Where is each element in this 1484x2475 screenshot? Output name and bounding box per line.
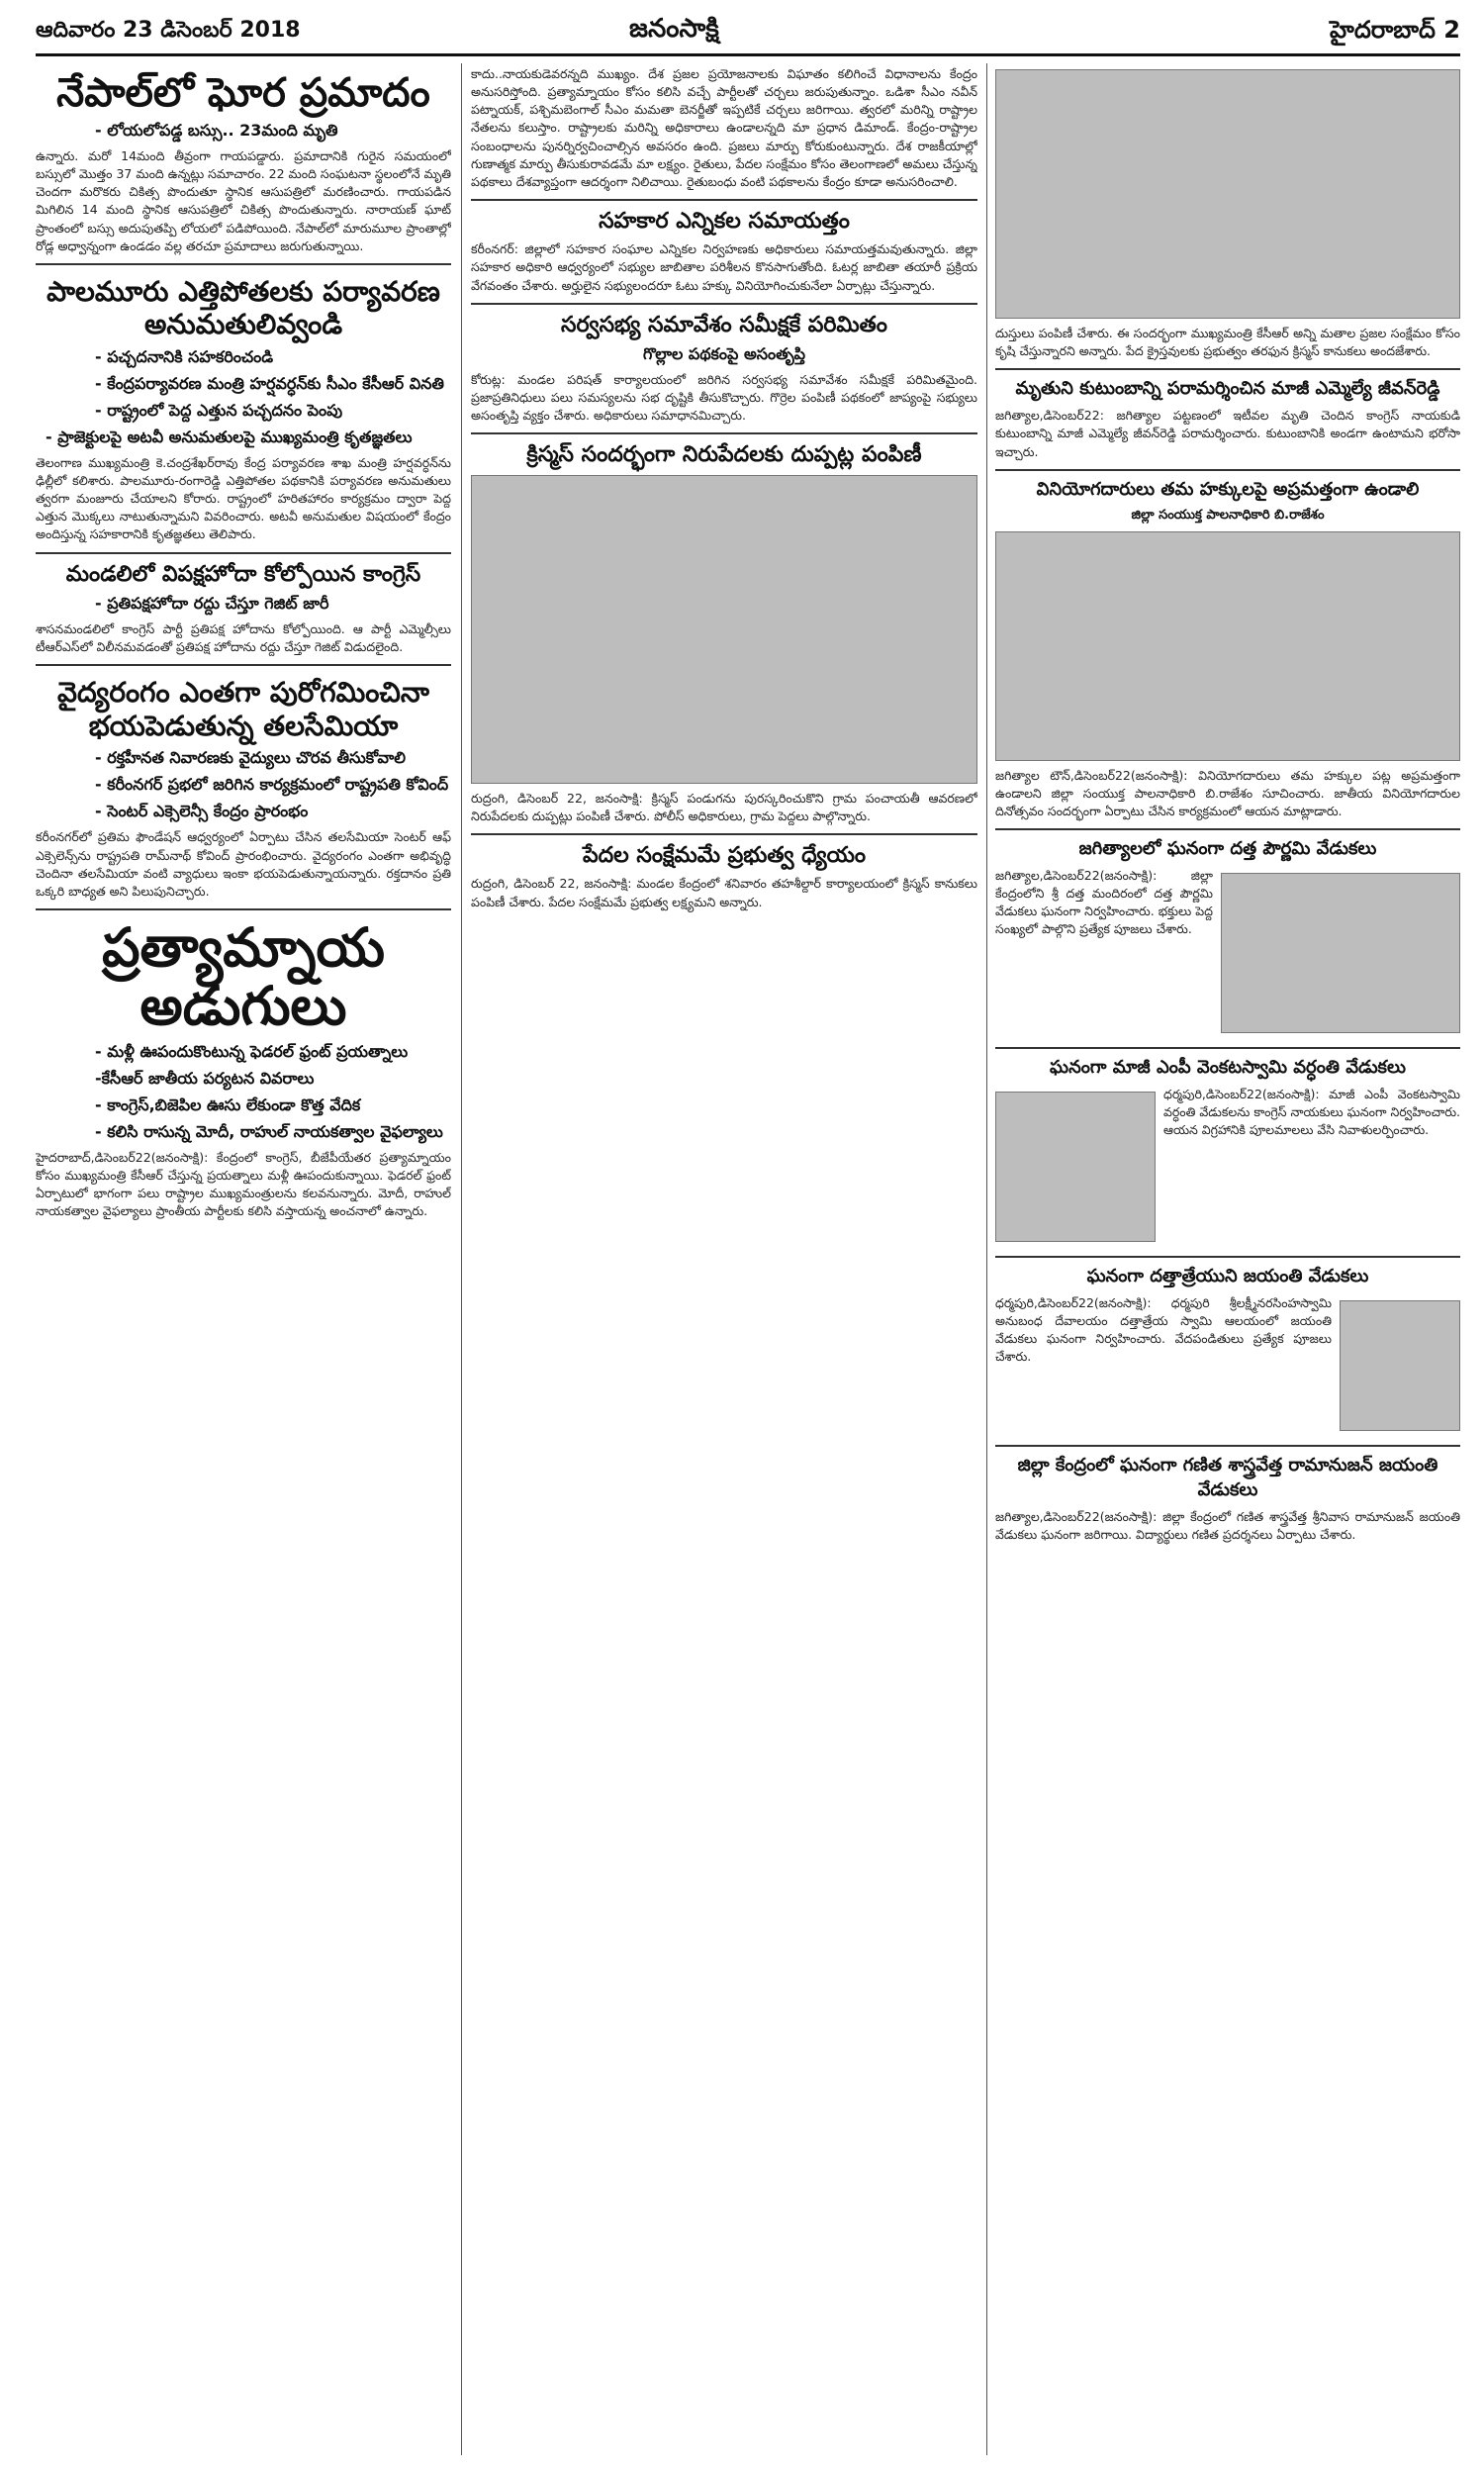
article-body: జగిత్యాల,డిసెంబర్22(జనంసాక్షి): జిల్లా కేంద్రంలోని శ్రీ దత్త మందిరంలో దత్త పౌర్ణమి వేడుకలు ఘనంగా నిర్వహించారు. భక్తులు పెద్ద సంఖ్యలో పాల్గొని ప్రత్యేక పూజలు చేశారు.: [995, 868, 1213, 937]
page-header: [36, 10, 1460, 56]
column-rule: [461, 63, 462, 2455]
headline-consumers: వినియోగదారులు తమ హక్కులపై అప్రమత్తంగా ఉండాలి: [1036, 478, 1420, 500]
headline-dattatreya: ఘనంగా దత్తాత్రేయుని జయంతి వేడుకలు: [1086, 1266, 1369, 1286]
article-body: శాసనమండలిలో కాంగ్రెస్ పార్టీ ప్రతిపక్ష హోదాను కోల్పోయింది. ఆ పార్టీ ఎమ్మెల్సీలు టీఆర్ఎస్‌లో విలీనమవడంతో ప్రతిపక్ష హోదాను రద్దు చేస్తూ గెజిట్ విడుదలైంది.: [36, 620, 451, 655]
article-body: రుద్రంగి, డిసెంబర్ 22, జనంసాక్షి: క్రిస్మస్ పండుగను పురస్కరించుకొని గ్రామ పంచాయతీ ఆవరణలో నిరుపేదలకు దుప్పట్లు పంపిణీ చేశారు. పోలీస్ అధికారులు, గ్రామ పెద్దలు పాల్గొన్నారు.: [471, 790, 977, 823]
news-photo: [1340, 1300, 1460, 1431]
article-body: కాదు..నాయకుడెవరన్నది ముఖ్యం. దేశ ప్రజల ప్రయోజనాలకు విఘాతం కలిగించే విధానాలను కేంద్రం అనుసరిస్తోంది. ప్రత్యామ్నాయం కోసం కలిసి వచ్చే పార్టీలతో చర్చలు జరుపుతున్నాం. ఒడిశా సీఎం నవీన్ పట్నాయక్, పశ్చిమబెంగాల్ సీఎం మమతా బెనర్జీతో ఇప్పటికే చర్చలు జరిగాయి. త్వరలో మరిన్ని రాష్ట్రాల నేతలను కలుస్తాం. రాష్ట్రాలకు మరిన్ని అధికారాలు ఉండాలన్నది మా ప్రధాన డిమాండ్. కేంద్రం-రాష్ట్రాల సంబంధాలను పునర్నిర్వచించాల్సిన అవసరం ఉంది. ప్రజలు మార్పు కోరుకుంటున్నారు. దేశ రాజకీయాల్లో గుణాత్మక మార్పు తీసుకురావడమే మా లక్ష్యం. రైతులు, పేదల సంక్షేమం కోసం తెలంగాణలో అమలు చేస్తున్న పథకాలు దేశవ్యాప్తంగా ఆదర్శంగా నిలిచాయి. రైతుబంధు వంటి పథకాలను కేంద్రం కూడా అనుసరించాలి.: [471, 66, 977, 189]
headline-christmas: క్రిస్మస్ సందర్భంగా నిరుపేదలకు దుప్పట్ల పంపిణీ: [526, 442, 922, 468]
divider: [36, 908, 451, 910]
article-body: కరీంనగర్: జిల్లాలో సహకార సంఘాల ఎన్నికల నిర్వహణకు అధికారులు సమాయత్తమవుతున్నారు. జిల్లా సహకార అధికారి ఆధ్వర్యంలో సభ్యుల జాబితాల పరిశీలన కొనసాగుతోంది. ఓటర్ల జాబితా తయారీ ప్రక్రియ వేగవంతం చేశారు. అర్హులైన సభ్యులందరూ ఓటు హక్కు వినియోగించుకునేలా ఏర్పాట్లు చేస్తున్నారు.: [471, 241, 977, 293]
masthead-logo: జనంసాక్షి: [629, 14, 719, 44]
headline-alternative: ప్రత్యామ్నాయ అడుగులు: [102, 915, 385, 1038]
column-rule: [986, 63, 987, 2455]
subhead: - కాంగ్రెస్,బిజెపిల ఊసు లేకుండా కొత్త వేదిక: [95, 1095, 361, 1114]
article-body: కోరుట్ల: మండల పరిషత్ కార్యాలయంలో జరిగిన సర్వసభ్య సమావేశం సమీక్షకే పరిమితమైంది. ప్రజాప్రతినిధులు పలు సమస్యలను సభ దృష్టికి తీసుకొచ్చారు. గొర్రెల పంపిణీ పథకంలో జాప్యంపై సభ్యులు అసంతృప్తి వ్యక్తం చేశారు. అధికారులు సమాధానమిచ్చారు.: [471, 372, 977, 424]
headline-cooperative: సహకార ఎన్నికల సమాయత్తం: [599, 208, 850, 234]
article-body: ధర్మపురి,డిసెంబర్22(జనంసాక్షి): ధర్మపురి శ్రీలక్ష్మీనరసింహస్వామి అనుబంధ దేవాలయం దత్తాత్రేయ స్వామి ఆలయంలో జయంతి వేడుకలు ఘనంగా నిర్వహించారు. వేదపండితులు ప్రత్యేక పూజలు చేశారు.: [995, 1295, 1332, 1365]
news-photo: [995, 69, 1460, 319]
headline-palamuru: పాలమూరు ఎత్తిపోతలకు పర్యావరణ అనుమతులివ్వండి: [46, 274, 440, 341]
divider: [36, 552, 451, 554]
news-photo: [471, 475, 977, 784]
subhead: - కేంద్రపర్యావరణ మంత్రి హర్షవర్ధన్‌కు సీఎం కేసీఆర్ వినతి: [95, 373, 444, 393]
news-photo: [1221, 873, 1460, 1033]
headline-datta-pournami: జగిత్యాలలో ఘనంగా దత్త పౌర్ణమి వేడుకలు: [1078, 838, 1377, 859]
divider: [995, 368, 1460, 370]
article-body: కరీంనగర్‌లో ప్రతిమ ఫౌండేషన్ ఆధ్వర్యంలో ఏర్పాటు చేసిన తలసేమియా సెంటర్ ఆఫ్ ఎక్సెలెన్స్‌ను రాష్ట్రపతి రామ్‌నాథ్ కోవింద్ ప్రారంభించారు. వైద్యరంగం ఎంతగా అభివృద్ధి చెందినా తలసేమియా వంటి వ్యాధులు ఇంకా భయపెడుతున్నాయన్నారు. రక్తదానం ప్రతి ఒక్కరి బాధ్యత అని పిలుపునిచ్చారు.: [36, 829, 451, 899]
divider: [471, 432, 977, 434]
divider: [995, 469, 1460, 471]
divider: [471, 199, 977, 201]
divider: [36, 664, 451, 666]
subhead: - రాష్ట్రంలో పెద్ద ఎత్తున పచ్చదనం పెంపు: [95, 400, 343, 420]
page-number: హైదరాబాద్ 2: [1330, 16, 1460, 44]
header-date: ఆదివారం 23 డిసెంబర్ 2018: [36, 18, 301, 43]
subhead: - ప్రాజెక్టులపై అటవీ అనుమతులపై ముఖ్యమంత్రి కృతజ్ఞతలు: [46, 427, 413, 446]
subhead: - రక్తహీనత నివారణకు వైద్యులు చొరవ తీసుకోవాలి: [95, 748, 406, 768]
column-left: [36, 63, 451, 2455]
headline-welfare: పేదల సంక్షేమమే ప్రభుత్వ ధ్యేయం: [582, 843, 867, 869]
subhead: - కరీంనగర్ ప్రభలో జరిగిన కార్యక్రమంలో రాష్ట్రపతి కోవింద్: [95, 775, 449, 795]
subhead: - కలిసి రాసున్న మోదీ, రాహుల్ నాయకత్వాల వైఫల్యాలు: [95, 1121, 443, 1141]
article-body: దుస్తులు పంపిణీ చేశారు. ఈ సందర్భంగా ముఖ్యమంత్రి కేసీఆర్ అన్ని మతాల ప్రజల సంక్షేమం కోసం కృషి చేస్తున్నారని అన్నారు. పేద క్రైస్తవులకు ప్రభుత్వం తరఫున క్రిస్మస్ కానుకలు అందజేశారు.: [995, 326, 1460, 359]
headline-jeevan-reddy: మృతుని కుటుంబాన్ని పరామర్శించిన మాజీ ఎమ్మెల్యే జీవన్‌రెడ్డి: [1015, 378, 1440, 400]
headline-congress: మండలిలో విపక్షహోదా కోల్పోయిన కాంగ్రెస్: [65, 561, 421, 587]
article-body: హైదరాబాద్,డిసెంబర్22(జనంసాక్షి): కేంద్రంలో కాంగ్రెస్, బీజేపీయేతర ప్రత్యామ్నాయం కోసం ముఖ్యమంత్రి కేసీఆర్ చేస్తున్న ప్రయత్నాలు మళ్లీ ఊపందుకున్నాయి. ఫెడరల్ ఫ్రంట్ ఏర్పాటులో భాగంగా పలు రాష్ట్రాల ముఖ్యమంత్రులను కలవనున్నారు. మోదీ, రాహుల్ నాయకత్వాల వైఫల్యాలు ప్రాంతీయ పార్టీలకు కలిసి వస్తాయన్న అంచనాలో ఉన్నారు.: [36, 1149, 451, 1219]
subhead: - సెంటర్ ఎక్సెలెన్సీ కేంద్రం ప్రారంభం: [95, 802, 309, 821]
divider: [995, 1256, 1460, 1258]
headline-ramanujan: జిల్లా కేంద్రంలో ఘనంగా గణిత శాస్త్రవేత్త రామానుజన్ జయంతి వేడుకలు: [1017, 1455, 1438, 1500]
article-body: జగిత్యాల టౌన్,డిసెంబర్22(జనంసాక్షి): వినియోగదారులు తమ హక్కుల పట్ల అప్రమత్తంగా ఉండాలని జిల్లా సంయుక్త పాలనాధికారి బి.రాజేశం సూచించారు. జాతీయ వినియోగదారుల దినోత్సవం సందర్భంగా ఏర్పాటు చేసిన కార్యక్రమంలో ఆయన మాట్లాడారు.: [995, 767, 1460, 818]
divider: [995, 1047, 1460, 1049]
news-photo: [995, 531, 1460, 761]
divider: [995, 828, 1460, 830]
article-body: రుద్రంగి, డిసెంబర్ 22, జనంసాక్షి: మండల కేంద్రంలో శనివారం తహశీల్దార్ కార్యాలయంలో క్రిస్మస్ కానుకలు పంపిణీ చేశారు. పేదల సంక్షేమమే ప్రభుత్వ లక్ష్యమని అన్నారు.: [471, 876, 977, 909]
subhead: జిల్లా సంయుక్త పాలనాధికారి బి.రాజేశం: [1131, 507, 1325, 523]
divider: [995, 1445, 1460, 1447]
headline-general-body: సర్వసభ్య సమావేశం సమీక్షకే పరిమితం: [561, 312, 887, 337]
news-photo: [995, 1092, 1156, 1242]
article-body: ఉన్నారు. మరో 14మంది తీవ్రంగా గాయపడ్డారు. ప్రమాదానికి గురైన సమయంలో బస్సులో మొత్తం 37 మంది ఉన్నట్లు సమాచారం. 22 మంది సంఘటనా స్థలంలోనే మృతి చెందగా మరొకరు చికిత్స పొందుతూ స్థానిక ఆసుపత్రిలో మరణించారు. గాయపడిన మిగిలిన 14 మంది స్థానిక ఆసుపత్రిలో చికిత్స పొందుతున్నారు. నారాయణ్ ఘాట్ ప్రాంతంలో బస్సు అదుపుతప్పి లోయలో పడిపోయింది. నేపాల్‌లో మారుమూల ప్రాంతాల్లో రోడ్ల అధ్వాన్నంగా ఉండడం వల్ల తరచూ ప్రమాదాలు జరుగుతున్నాయి.: [36, 148, 451, 253]
subhead: -కేసీఆర్ జాతీయ పర్యటన వివరాలు: [95, 1068, 315, 1088]
column-right: [995, 63, 1460, 2455]
divider: [471, 303, 977, 305]
subhead: - లోయలోపడ్డ బస్సు.. 23మంది మృతి: [95, 121, 338, 140]
article-body: జగిత్యాల,డిసెంబర్22: జగిత్యాల పట్టణంలో ఇటీవల మృతి చెందిన కాంగ్రెస్ నాయకుడి కుటుంబాన్ని మాజీ ఎమ్మెల్యే జీవన్‌రెడ్డి పరామర్శించారు. కుటుంబానికి అండగా ఉంటామని భరోసా ఇచ్చారు.: [995, 408, 1460, 459]
divider: [471, 833, 977, 835]
article-body: జగిత్యాల,డిసెంబర్22(జనంసాక్షి): జిల్లా కేంద్రంలో గణిత శాస్త్రవేత్త శ్రీనివాస రామానుజన్ జయంతి వేడుకలు ఘనంగా జరిగాయి. విద్యార్థులు గణిత ప్రదర్శనలు ఏర్పాటు చేశారు.: [995, 1509, 1460, 1543]
headline-venkataswamy: ఘనంగా మాజీ ఎంపీ వెంకటస్వామి వర్ధంతి వేడుకలు: [1050, 1057, 1406, 1078]
column-middle: [471, 63, 977, 2455]
article-body: తెలంగాణ ముఖ్యమంత్రి కె.చంద్రశేఖర్‌రావు కేంద్ర పర్యావరణ శాఖ మంత్రి హర్షవర్ధన్‌ను ఢిల్లీలో కలిశారు. పాలమూరు-రంగారెడ్డి ఎత్తిపోతల పథకానికి పర్యావరణ అనుమతులు త్వరగా మంజూరు చేయాలని కోరారు. రాష్ట్రంలో హరితహారం కార్యక్రమం ద్వారా పెద్ద ఎత్తున మొక్కలు నాటుతున్నామని వివరించారు. అటవీ అనుమతుల విషయంలో కేంద్రం అందిస్తున్న సహకారానికి కృతజ్ఞతలు తెలిపారు.: [36, 454, 451, 542]
subhead: - పచ్చదనానికి సహకరించండి: [95, 346, 274, 366]
headline-nepal: నేపాల్‌లో ఘోర ప్రమాదం: [56, 70, 430, 116]
subhead: - ప్రతిపక్షహోదా రద్దు చేస్తూ గెజిట్ జారీ: [95, 593, 329, 613]
subhead: గొల్లాల పథకంపై అసంతృప్తి: [643, 344, 805, 364]
headline-thalassemia: వైద్యరంగం ఎంతగా పురోగమించినా భయపెడుతున్న తలసేమియా: [57, 676, 429, 742]
subhead: - మళ్లీ ఊపందుకొంటున్న ఫెడరల్ ఫ్రంట్ ప్రయత్నాలు: [95, 1041, 409, 1061]
divider: [36, 263, 451, 265]
article-body: ధర్మపురి,డిసెంబర్22(జనంసాక్షి): మాజీ ఎంపీ వెంకటస్వామి వర్ధంతి వేడుకలను కాంగ్రెస్ నాయకులు ఘనంగా నిర్వహించారు. ఆయన విగ్రహానికి పూలమాలలు వేసి నివాళులర్పించారు.: [1163, 1087, 1460, 1138]
